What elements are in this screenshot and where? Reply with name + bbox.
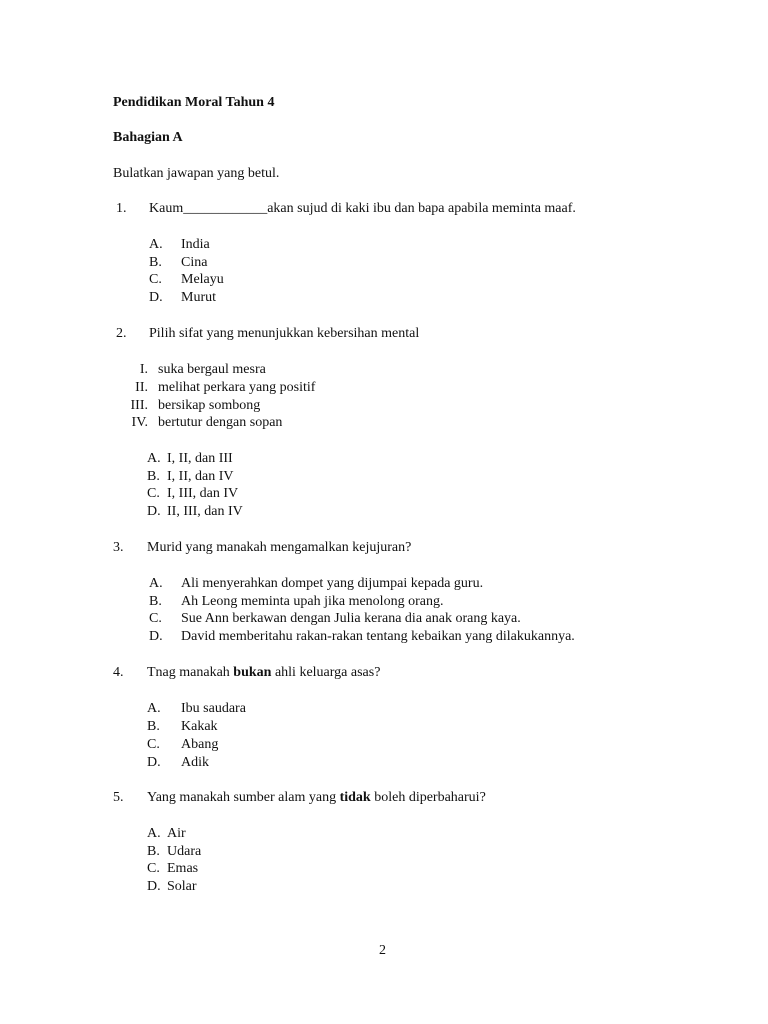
question-4-text-after: ahli keluarga asas? — [274, 665, 381, 680]
q2-statement-text: suka bergaul mesra — [158, 362, 266, 377]
question-3-text: Murid yang manakah mengamalkan kejujuran? — [147, 540, 412, 555]
q2-statement-roman: IV. — [131, 415, 148, 430]
q5-option-letter: D. — [147, 879, 161, 894]
section-heading: Bahagian A — [113, 130, 183, 145]
question-5-emphasis: tidak — [339, 790, 371, 805]
q5-option-letter: B. — [147, 844, 160, 859]
q1-option-text: Cina — [181, 255, 208, 270]
q2-option-letter: B. — [147, 469, 160, 484]
q1-option-text: Murut — [181, 290, 216, 305]
q2-statement-roman: III. — [130, 398, 148, 413]
q1-option-text: India — [181, 237, 210, 252]
q3-option-letter: B. — [149, 594, 162, 609]
q2-statement-text: melihat perkara yang positif — [158, 380, 316, 395]
q5-option-letter: A. — [147, 826, 161, 841]
question-5-text — [147, 790, 486, 806]
q4-option-letter: B. — [147, 719, 160, 734]
q2-statement-text: bertutur dengan sopan — [158, 415, 283, 430]
q1-option-letter: C. — [149, 272, 162, 287]
q4-option-text: Kakak — [181, 719, 218, 734]
q2-statement-text: bersikap sombong — [158, 398, 261, 413]
question-2-text: Pilih sifat yang menunjukkan kebersihan mental — [149, 326, 420, 341]
q3-option-text: David memberitahu rakan-rakan tentang kebaikan yang dilakukannya. — [181, 629, 575, 644]
q3-option-text: Sue Ann berkawan dengan Julia kerana dia anak orang kaya. — [181, 611, 521, 626]
q5-option-text: Solar — [167, 879, 197, 894]
page-number: 2 — [379, 943, 386, 958]
question-1-text — [149, 201, 576, 217]
q2-statement-roman: I. — [139, 362, 148, 377]
question-4-text-before: Tnag manakah — [147, 665, 230, 680]
q5-option-text: Emas — [167, 861, 199, 876]
question-1-text-after: akan sujud di kaki ibu dan bapa apabila meminta maaf. — [267, 201, 576, 216]
q1-option-letter: B. — [149, 255, 162, 270]
question-1-blank: ____________ — [183, 201, 268, 216]
q3-option-letter: A. — [149, 576, 163, 591]
q4-option-letter: D. — [147, 755, 161, 770]
question-2-number: 2. — [116, 326, 127, 341]
q5-option-text: Air — [167, 826, 186, 841]
question-5-text-before: Yang manakah sumber alam yang — [147, 790, 337, 805]
q2-statement-roman: II. — [135, 380, 148, 395]
q3-option-letter: D. — [149, 629, 163, 644]
page-title: Pendidikan Moral Tahun 4 — [113, 95, 275, 110]
q2-option-letter: A. — [147, 451, 161, 466]
q1-option-letter: A. — [149, 237, 163, 252]
q2-option-text: I, II, dan IV — [167, 469, 234, 484]
q4-option-text: Abang — [181, 737, 219, 752]
q5-option-text: Udara — [167, 844, 202, 859]
question-1-text-before: Kaum — [149, 201, 184, 216]
q2-option-text: I, II, dan III — [167, 451, 233, 466]
q2-option-text: II, III, dan IV — [167, 504, 243, 519]
q1-option-text: Melayu — [181, 272, 224, 287]
question-4-text — [147, 665, 380, 681]
q4-option-text: Ibu saudara — [181, 701, 246, 716]
question-4-emphasis: bukan — [233, 665, 272, 680]
q3-option-text: Ali menyerahkan dompet yang dijumpai kepada guru. — [181, 576, 484, 591]
question-3-number: 3. — [113, 540, 124, 555]
q2-option-letter: C. — [147, 486, 160, 501]
q3-option-text: Ah Leong meminta upah jika menolong orang. — [181, 594, 444, 609]
q2-option-text: I, III, dan IV — [167, 486, 239, 501]
q2-option-letter: D. — [147, 504, 161, 519]
q5-option-letter: C. — [147, 861, 160, 876]
question-5-text-after: boleh diperbaharui? — [374, 790, 486, 805]
question-1-number: 1. — [116, 201, 127, 216]
question-5-number: 5. — [113, 790, 124, 805]
instruction-text: Bulatkan jawapan yang betul. — [113, 166, 280, 181]
question-4-number: 4. — [113, 665, 124, 680]
q1-option-letter: D. — [149, 290, 163, 305]
q4-option-text: Adik — [181, 755, 209, 770]
q3-option-letter: C. — [149, 611, 162, 626]
q4-option-letter: C. — [147, 737, 160, 752]
q4-option-letter: A. — [147, 701, 161, 716]
